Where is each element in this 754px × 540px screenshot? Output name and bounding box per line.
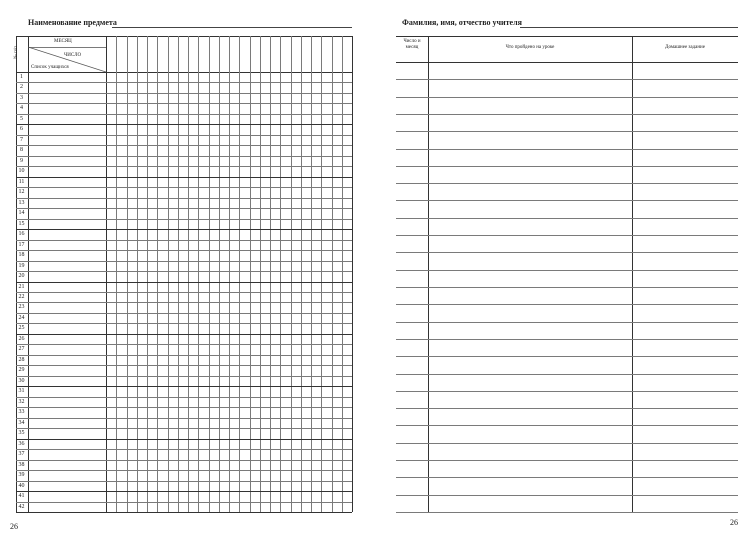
grid-column-line bbox=[147, 36, 148, 512]
column-header: Что пройдено на уроке bbox=[505, 45, 555, 50]
table-row bbox=[16, 502, 352, 503]
row-number: 34 bbox=[18, 419, 25, 426]
table-row bbox=[396, 443, 738, 444]
row-number: 2 bbox=[20, 84, 23, 91]
table-row bbox=[16, 103, 352, 104]
table-row bbox=[16, 428, 352, 429]
row-number: 24 bbox=[18, 314, 25, 321]
row-number: 41 bbox=[18, 493, 25, 500]
teacher-name-underline bbox=[520, 27, 738, 28]
row-number: 27 bbox=[18, 346, 25, 353]
table-row bbox=[396, 391, 738, 392]
table-row bbox=[16, 282, 352, 283]
row-number: 28 bbox=[18, 356, 25, 363]
row-number: 40 bbox=[18, 482, 25, 489]
table-row bbox=[396, 512, 738, 513]
table-row bbox=[16, 250, 352, 251]
row-number: 1 bbox=[20, 74, 23, 80]
number-col-border bbox=[28, 36, 29, 512]
table-row bbox=[16, 145, 352, 146]
students-header: Список учащихся bbox=[31, 65, 69, 70]
row-number: 42 bbox=[18, 503, 25, 510]
table-row bbox=[16, 491, 352, 492]
row-number: 29 bbox=[18, 367, 25, 374]
table-row bbox=[396, 183, 738, 184]
grid-column-line bbox=[168, 36, 169, 512]
table-row bbox=[16, 355, 352, 356]
table-top-border bbox=[396, 36, 738, 37]
row-number: 21 bbox=[18, 283, 25, 290]
row-number: 12 bbox=[18, 189, 25, 196]
row-number: 16 bbox=[18, 231, 25, 238]
row-number: 25 bbox=[18, 325, 25, 332]
names-col-border bbox=[106, 36, 107, 512]
table-row bbox=[396, 339, 738, 340]
row-number: 38 bbox=[18, 461, 25, 468]
table-row bbox=[16, 93, 352, 94]
table-row bbox=[16, 302, 352, 303]
grid-column-line bbox=[137, 36, 138, 512]
table-row bbox=[16, 481, 352, 482]
column-header: Число и месяц bbox=[403, 39, 421, 50]
grid-column-line bbox=[250, 36, 251, 512]
table-row bbox=[16, 313, 352, 314]
row-number: 19 bbox=[18, 262, 25, 269]
table-row bbox=[16, 397, 352, 398]
table-header-border bbox=[396, 62, 738, 63]
row-number: 11 bbox=[18, 178, 25, 185]
table-row bbox=[396, 322, 738, 323]
grid-column-line bbox=[332, 36, 333, 512]
table-row bbox=[396, 252, 738, 253]
table-row bbox=[16, 177, 352, 178]
row-number: 26 bbox=[18, 335, 25, 342]
table-row bbox=[16, 292, 352, 293]
grid-column-line bbox=[116, 36, 117, 512]
row-number: 35 bbox=[18, 430, 25, 437]
table-row bbox=[396, 408, 738, 409]
table-row bbox=[16, 376, 352, 377]
row-number: 33 bbox=[18, 409, 25, 416]
table-row bbox=[16, 323, 352, 324]
grid-column-line bbox=[219, 36, 220, 512]
right-page-number: 26 bbox=[730, 518, 738, 527]
table-row bbox=[396, 356, 738, 357]
table-row bbox=[396, 477, 738, 478]
row-number: 18 bbox=[18, 252, 25, 259]
row-number: 13 bbox=[18, 199, 25, 206]
subject-title-underline bbox=[112, 27, 352, 28]
topic-col-border bbox=[632, 36, 633, 512]
row-number: 10 bbox=[18, 168, 25, 175]
grid-column-line bbox=[239, 36, 240, 512]
table-row bbox=[396, 79, 738, 80]
table-row bbox=[16, 198, 352, 199]
table-row bbox=[16, 229, 352, 230]
column-header: Домашнее задание bbox=[665, 45, 705, 50]
table-row bbox=[16, 365, 352, 366]
row-number: 14 bbox=[18, 210, 25, 217]
grid-column-line bbox=[209, 36, 210, 512]
table-row bbox=[396, 287, 738, 288]
subject-title: Наименование предмета bbox=[28, 18, 117, 27]
row-number: 15 bbox=[18, 220, 25, 227]
table-row bbox=[16, 460, 352, 461]
table-row bbox=[396, 374, 738, 375]
table-row bbox=[16, 449, 352, 450]
table-row bbox=[16, 114, 352, 115]
table-row bbox=[16, 261, 352, 262]
table-row bbox=[16, 407, 352, 408]
grid-column-line bbox=[280, 36, 281, 512]
table-row bbox=[16, 187, 352, 188]
table-row bbox=[396, 460, 738, 461]
row-number: 7 bbox=[20, 136, 23, 143]
table-row bbox=[396, 149, 738, 150]
grid-column-line bbox=[342, 36, 343, 512]
grid-column-line bbox=[301, 36, 302, 512]
table-row bbox=[396, 131, 738, 132]
table-row bbox=[16, 135, 352, 136]
table-row bbox=[16, 166, 352, 167]
table-row bbox=[16, 124, 352, 125]
grid-column-line bbox=[270, 36, 271, 512]
table-row bbox=[16, 386, 352, 387]
table-row bbox=[16, 156, 352, 157]
month-header: МЕСЯЦ bbox=[54, 39, 72, 44]
table-row bbox=[396, 218, 738, 219]
row-number: 17 bbox=[18, 241, 25, 248]
table-row bbox=[396, 270, 738, 271]
table-row bbox=[16, 470, 352, 471]
row-number: 4 bbox=[20, 105, 23, 112]
table-row bbox=[396, 97, 738, 98]
row-number: 8 bbox=[20, 147, 23, 154]
row-number: 31 bbox=[18, 388, 25, 395]
grid-column-line bbox=[352, 36, 353, 512]
row-number: 32 bbox=[18, 398, 25, 405]
grid-column-line bbox=[311, 36, 312, 512]
table-row bbox=[16, 344, 352, 345]
number-col-header: № п/п bbox=[13, 46, 19, 59]
row-number: 23 bbox=[18, 304, 25, 311]
grid-column-line bbox=[157, 36, 158, 512]
table-row bbox=[396, 425, 738, 426]
table-row bbox=[16, 334, 352, 335]
date-header: ЧИСЛО bbox=[64, 53, 82, 58]
left-page-number: 26 bbox=[10, 522, 18, 531]
grid-column-line bbox=[229, 36, 230, 512]
row-number: 3 bbox=[20, 94, 23, 101]
row-number: 20 bbox=[18, 273, 25, 280]
lessons-table bbox=[396, 36, 738, 512]
grid-column-line bbox=[198, 36, 199, 512]
table-row bbox=[396, 114, 738, 115]
row-number: 6 bbox=[20, 126, 23, 133]
row-number: 39 bbox=[18, 472, 25, 479]
table-row bbox=[396, 200, 738, 201]
table-row bbox=[16, 219, 352, 220]
grid-column-line bbox=[127, 36, 128, 512]
row-number: 22 bbox=[18, 294, 25, 300]
table-row bbox=[396, 166, 738, 167]
grid-column-line bbox=[291, 36, 292, 512]
table-row bbox=[16, 82, 352, 83]
table-row bbox=[16, 418, 352, 419]
date-col-border bbox=[428, 36, 429, 512]
row-number: 30 bbox=[18, 377, 25, 384]
table-row bbox=[396, 304, 738, 305]
attendance-grid bbox=[13, 36, 352, 512]
row-number: 5 bbox=[20, 115, 23, 122]
grid-column-line bbox=[178, 36, 179, 512]
table-row bbox=[396, 495, 738, 496]
teacher-name-title: Фамилия, имя, отчество учителя bbox=[402, 18, 522, 27]
table-row bbox=[396, 235, 738, 236]
table-row bbox=[16, 240, 352, 241]
grid-column-line bbox=[321, 36, 322, 512]
row-number: 36 bbox=[18, 440, 25, 447]
grid-column-line bbox=[188, 36, 189, 512]
table-row bbox=[16, 208, 352, 209]
row-number: 37 bbox=[18, 451, 25, 458]
table-row bbox=[16, 512, 352, 513]
grid-column-line bbox=[260, 36, 261, 512]
row-number: 9 bbox=[20, 157, 23, 164]
table-row bbox=[16, 271, 352, 272]
table-row bbox=[16, 439, 352, 440]
